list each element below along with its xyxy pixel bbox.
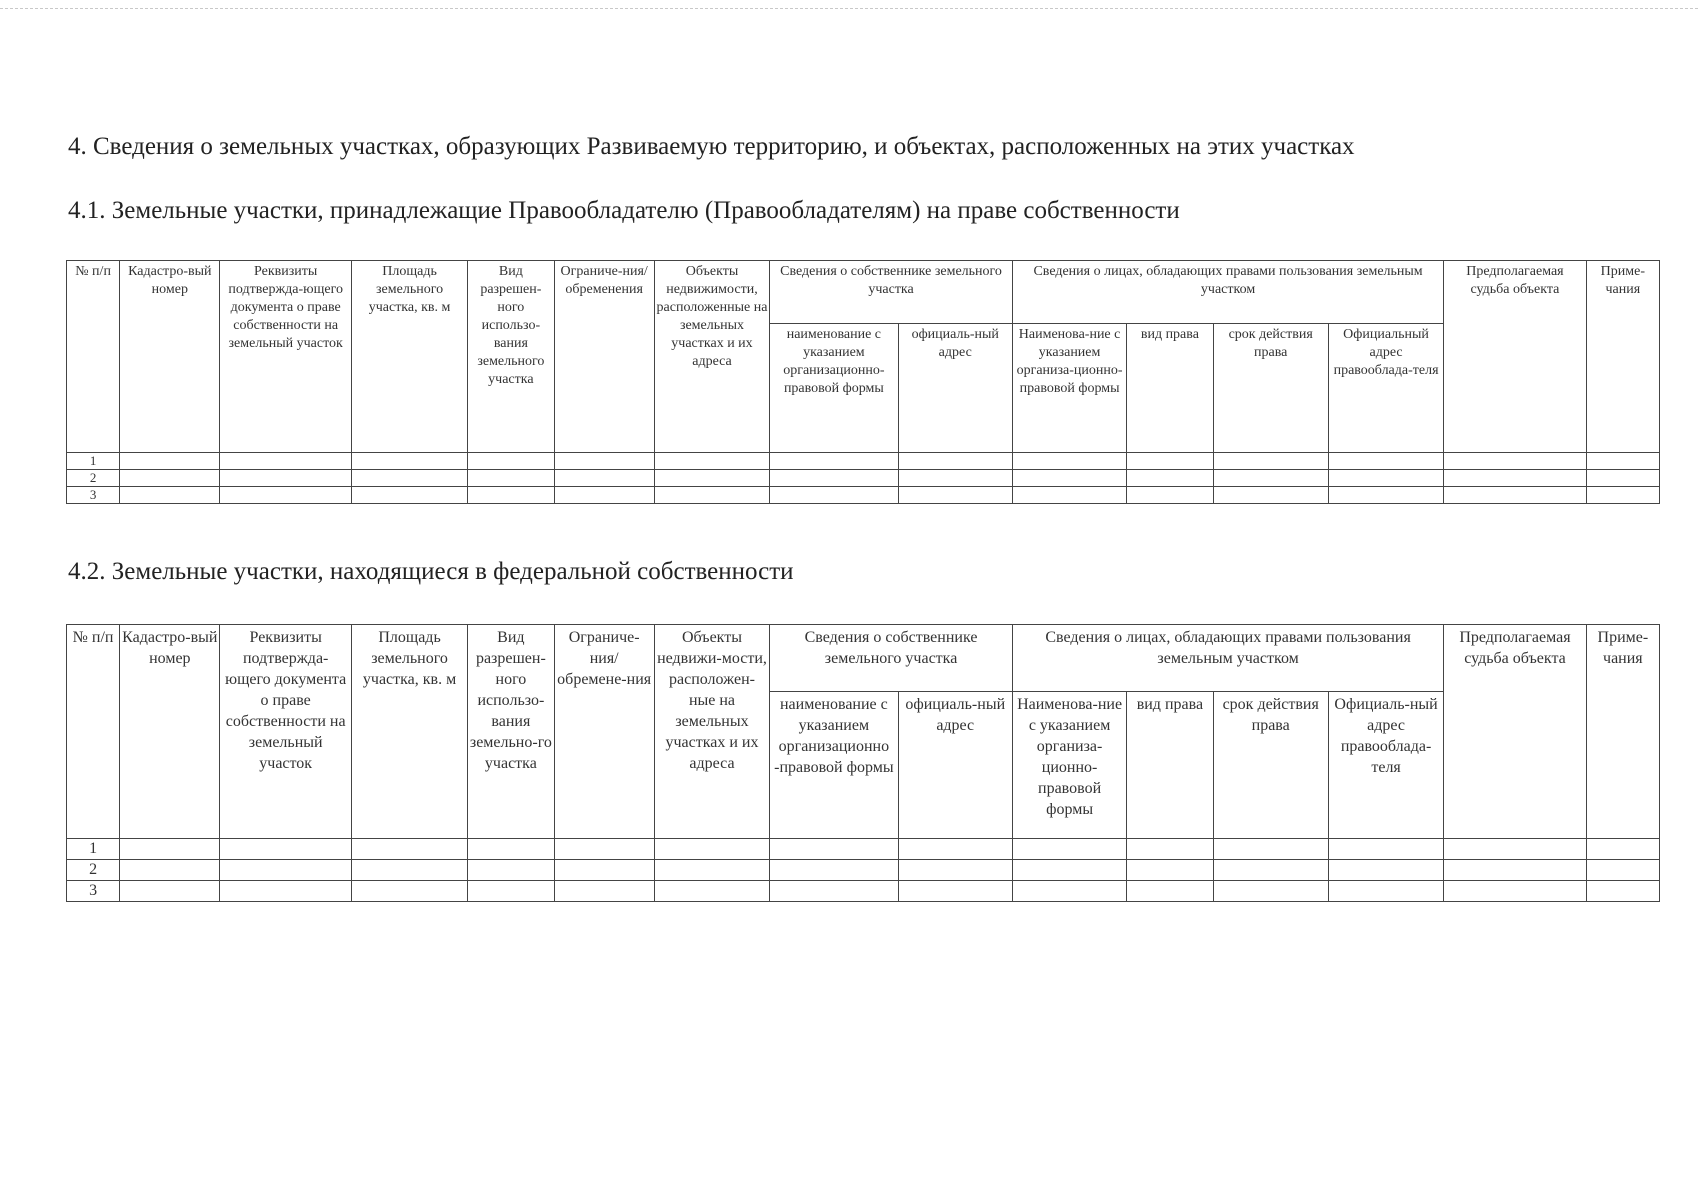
header-owner-address: официаль-ный адрес [898,692,1012,839]
header-permitted-use: Вид разрешен-ного использо-вания земельного участка [468,261,554,453]
header-cadastral-number: Кадастро-вый номер [120,625,220,839]
header-real-estate-objects: Объекты недвижи-мости, расположен-ные на земельных участках и их адреса [654,625,769,839]
header-users-info-group: Сведения о лицах, обладающих правами пользования земельным участком [1012,625,1443,692]
header-area: Площадь земельного участка, кв. м [351,625,467,839]
row-number: 3 [67,881,120,902]
header-restrictions: Ограниче-ния/ обремене-ния [554,625,654,839]
row-number: 3 [67,487,120,504]
header-users-info-group: Сведения о лицах, обладающих правами пользования земельным участком [1012,261,1443,324]
header-num: № п/п [67,261,120,453]
scan-top-edge [0,8,1698,9]
section-4-2-title: 4.2. Земельные участки, находящиеся в федеральной собственности [68,558,794,585]
section-4-title: 4. Сведения о земельных участках, образующих Развиваемую территорию, и объектах, расположенных на этих участках [68,133,1355,160]
header-real-estate-objects: Объекты недвижимости, расположенные на земельных участках и их адреса [654,261,769,453]
header-owner-info-group: Сведения о собственнике земельного участка [770,625,1013,692]
header-right-type: вид права [1127,692,1213,839]
table-row [67,453,1660,470]
table-row [67,860,1660,881]
header-restrictions: Ограниче-ния/ обременения [554,261,654,453]
header-user-name: Наименова-ние с указанием организа-ционно-правовой формы [1012,692,1126,839]
header-right-type: вид права [1127,324,1213,453]
header-owner-name: наименование с указанием организационно-правовой формы [770,324,898,453]
table-row [67,881,1660,902]
table-row [67,839,1660,860]
row-number: 2 [67,470,120,487]
header-ownership-document: Реквизиты подтвержда-ющего документа о праве собственности на земельный участок [220,625,351,839]
header-owner-address: официаль-ный адрес [898,324,1012,453]
row-number: 2 [67,860,120,881]
header-permitted-use: Вид разрешен-ного использо-вания земельно-го участка [468,625,554,839]
table-row [67,487,1660,504]
table-owned-land-plots [66,260,1660,504]
header-num: № п/п [67,625,120,839]
header-holder-address: Официальный адрес правооблада-теля [1328,324,1443,453]
header-right-term: срок действия права [1213,324,1328,453]
table-row [67,470,1660,487]
header-intended-fate: Предполагаемая судьба объекта [1444,625,1586,839]
header-holder-address: Официаль-ный адрес правооблада-теля [1328,692,1443,839]
header-user-name: Наименова-ние с указанием организа-ционно-правовой формы [1012,324,1126,453]
header-owner-info-group: Сведения о собственнике земельного участка [770,261,1013,324]
row-number: 1 [67,839,120,860]
header-ownership-document: Реквизиты подтвержда-ющего документа о праве собственности на земельный участок [220,261,351,453]
header-notes: Приме-чания [1586,261,1659,453]
row-number: 1 [67,453,120,470]
header-intended-fate: Предполагаемая судьба объекта [1444,261,1586,453]
table-federal-land-plots [66,624,1660,902]
header-notes: Приме-чания [1586,625,1659,839]
header-right-term: срок действия права [1213,692,1328,839]
header-cadastral-number: Кадастро-вый номер [120,261,220,453]
header-area: Площадь земельного участка, кв. м [351,261,467,453]
header-owner-name: наименование с указанием организационно -правовой формы [770,692,898,839]
section-4-1-title: 4.1. Земельные участки, принадлежащие Правообладателю (Правообладателям) на праве собственности [68,197,1180,224]
